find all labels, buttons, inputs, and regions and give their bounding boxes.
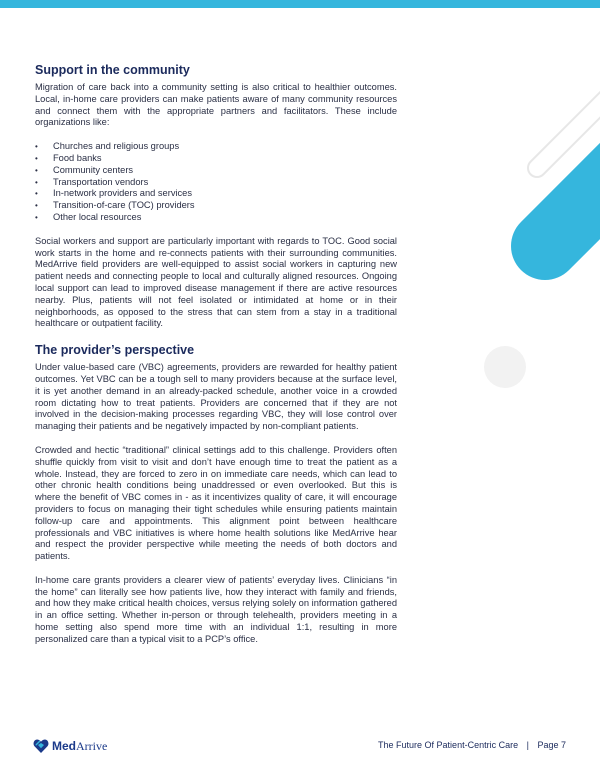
footer-document-title: The Future Of Patient-Centric Care bbox=[378, 740, 519, 750]
heading-support-community: Support in the community bbox=[35, 63, 190, 77]
paragraph-community-intro: Migration of care back into a community setting is also critical to healthier outcomes. Local, in-home care providers can make patients aware of many community resources and connect them with the appropriate partners and facilitators. These include organizations like: bbox=[35, 82, 397, 128]
heading-provider-perspective: The provider’s perspective bbox=[35, 343, 195, 358]
community-resources-list bbox=[35, 141, 397, 224]
list-item: • Other local resources bbox=[35, 212, 397, 224]
main-content bbox=[35, 62, 397, 646]
logo-text-arrive: Arrive bbox=[76, 738, 108, 753]
list-item: • Transition-of-care (TOC) providers bbox=[35, 200, 397, 212]
paragraph-vbc-agreements: Under value-based care (VBC) agreements, providers are rewarded for healthy patient outcomes. Yet VBC can be a tough sell to many providers because at the surface level, it is yet another demand in an already-packed schedule, another voice in a crowded room dictating how to treat patients. Providers are concerned that if they are not involved in the decision-making processes regarding VBC, they will lose control over managing their patients and be negatively impacted by non-compliant patients. bbox=[35, 362, 397, 432]
list-item: • Churches and religious groups bbox=[35, 141, 397, 153]
footer-separator: | bbox=[526, 740, 529, 750]
list-item: • In-network providers and services bbox=[35, 188, 397, 200]
footer-page-number: Page 7 bbox=[537, 740, 566, 750]
decorative-outline-stroke bbox=[537, 45, 600, 168]
decorative-blue-pill bbox=[545, 111, 600, 246]
list-item: • Community centers bbox=[35, 165, 397, 177]
decorative-outline-inner bbox=[537, 45, 600, 168]
logo-text-med: Med bbox=[52, 738, 76, 753]
paragraph-social-workers: Social workers and support are particularly important with regards to TOC. Good social work starts in the home and re-connects patients with their surrounding communities. MedArrive field providers are well-equipped to assist social workers in capturing new patient needs and connecting people to local and culturally aligned resources. Ongoing local support can lead to improved disease management if there are active resources nearby. Plus, patients will not feel isolated or intimidated at home or in their neighborhoods, as opposed to the stress that can stem from a stay in a traditional healthcare or outpatient facility. bbox=[35, 235, 397, 329]
list-item: • Transportation vendors bbox=[35, 177, 397, 189]
medarrive-logo bbox=[33, 738, 107, 754]
decorative-gray-circle bbox=[484, 346, 526, 388]
heart-logo-icon bbox=[33, 738, 49, 754]
paragraph-clinical-settings: Crowded and hectic “traditional” clinical settings add to this challenge. Providers often shuffle quickly from visit to visit and don’t have enough time to treat the patient as a whole. Instead, they are forced to zero in on immediate care needs, which can lead to other chronic health conditions being unaddressed or even overlooked. But this is where the benefit of VBC comes in - as it incentivizes quality of care, it will encourage providers to focus on managing their tight schedules while ensuring patients maintain follow-up care and appointments. This alignment point between healthcare professionals and VBC initiatives is where home health solutions like MedArrive hear and respect the provider perspective while meeting the needs of both doctors and patients. bbox=[35, 444, 397, 562]
list-item: • Food banks bbox=[35, 153, 397, 165]
footer bbox=[378, 740, 566, 750]
paragraph-in-home-care: In-home care grants providers a clearer view of patients’ everyday lives. Clinicians “in the home” can literally see how patients live, how they interact with family and friends, and how they make critical health choices, versus relying solely on information gathered in an office setting. Whether in-person or through telehealth, providers meeting in a home setting also spend more time with an individual 1:1, resulting in more personalized care than a typical visit to a PCP’s office. bbox=[35, 574, 397, 644]
top-accent-bar bbox=[0, 0, 600, 8]
